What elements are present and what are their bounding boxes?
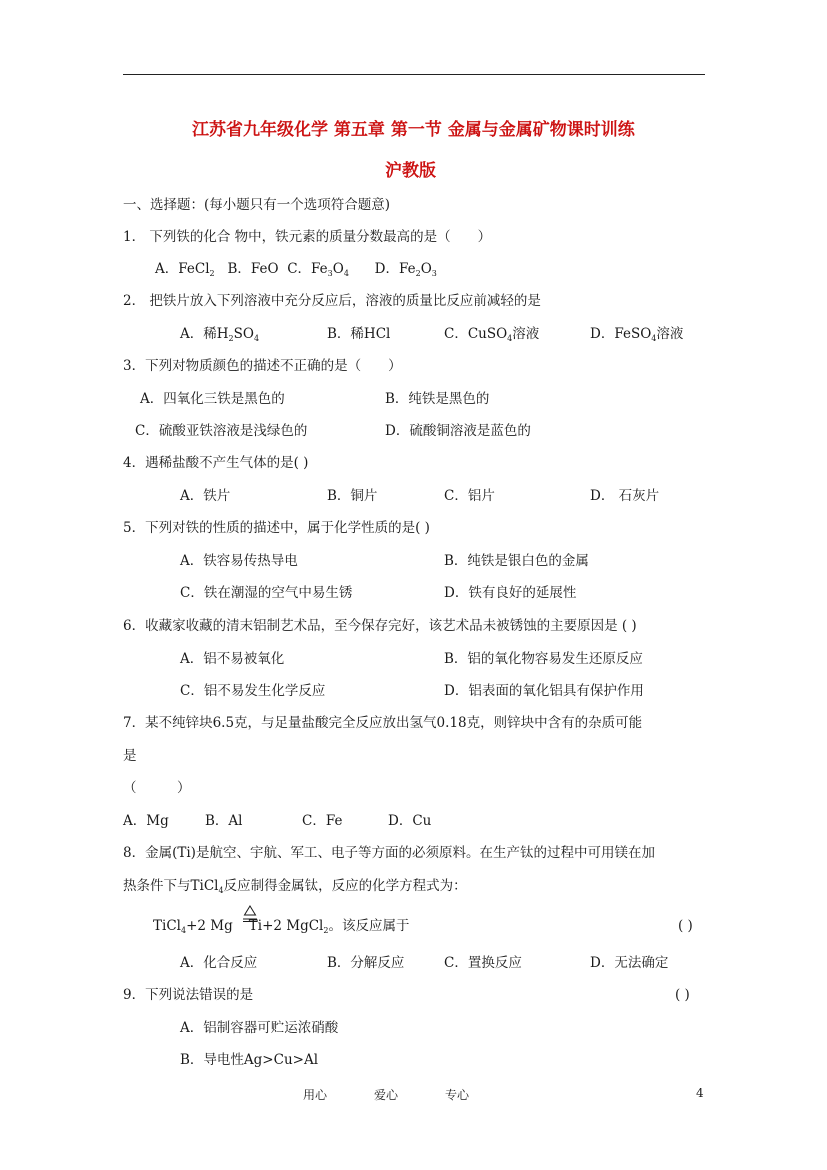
- q5-option-d: D．铁有良好的延展性: [444, 585, 577, 601]
- q9-option-a: A．铝制容器可贮运浓硝酸: [180, 1020, 339, 1036]
- q2-option-c: C．CuSO$_4$溶液: [444, 326, 540, 343]
- q6-option-b: B．铝的氧化物容易发生还原反应: [444, 651, 643, 667]
- q5-stem: 5．下列对铁的性质的描述中，属于化学性质的是( ): [123, 520, 430, 536]
- q1-option-c: C．$Fe_3O_4$: [287, 261, 349, 278]
- q8-stem-line2: 热条件下与TiCl$_4$反应制得金属钛，反应的化学方程式为：: [123, 878, 467, 895]
- q6-stem: 6．收藏家收藏的清末铝制艺术品，至今保存完好，该艺术品未被锈蚀的主要原因是 ( ): [123, 618, 637, 634]
- q3-option-b: B．纯铁是黑色的: [385, 391, 490, 407]
- q4-option-c: C．铝片: [444, 488, 495, 504]
- q5-option-a: A．铁容易传热导电: [180, 553, 298, 569]
- section-heading: 一、选择题：(每小题只有一个选项符合题意): [123, 197, 391, 213]
- q7-option-a: A．Mg: [123, 813, 169, 829]
- q7-option-c: C．Fe: [302, 813, 343, 829]
- q4-option-a: A．铁片: [180, 488, 231, 504]
- q3-option-d: D．硫酸铜溶液是蓝色的: [385, 423, 531, 439]
- q1-stem: 1． 下列铁的化合 物中，铁元素的质量分数最高的是（ ）: [123, 229, 492, 245]
- q4-stem: 4．遇稀盐酸不产生气体的是( ): [123, 455, 309, 471]
- q9-option-b: B．导电性Ag>Cu>Al: [180, 1052, 319, 1068]
- q8-option-c: C．置换反应: [444, 955, 522, 971]
- footer-word-2: 爱心: [374, 1088, 399, 1102]
- page-number: 4: [696, 1086, 704, 1100]
- q9-answer-paren: ( ): [675, 987, 690, 1003]
- document-title: 江苏省九年级化学 第五章 第一节 金属与金属矿物课时训练: [192, 120, 635, 140]
- q1-option-a: A．FeCl$_2$: [155, 261, 215, 278]
- q1-options: [155, 260, 437, 283]
- q8-option-a: A．化合反应: [180, 955, 258, 971]
- header-rule: [123, 74, 705, 75]
- q8-equation: TiCl$_4$+2 Mg Ti+2 MgCl$_2$。该反应属于: [153, 918, 410, 935]
- footer-word-3: 专心: [445, 1088, 470, 1102]
- q7-stem-line1: 7．某不纯锌块6.5克，与足量盐酸完全反应放出氢气0.18克，则锌块中含有的杂质可能: [123, 715, 643, 731]
- q8-option-d: D．无法确定: [590, 955, 669, 971]
- q3-stem: 3．下列对物质颜色的描述不正确的是（ ）: [123, 358, 402, 374]
- q8-option-b: B．分解反应: [327, 955, 405, 971]
- document-subtitle: 沪教版: [385, 161, 436, 181]
- q2-option-a: A．稀$H_2SO_4$: [180, 326, 260, 343]
- q2-option-d: D．FeSO$_4$溶液: [590, 326, 684, 343]
- q1-option-d: D．$Fe_2O_3$: [374, 261, 437, 278]
- q6-option-a: A．铝不易被氧化: [180, 651, 285, 667]
- q7-stem-line2: 是: [123, 748, 137, 764]
- q2-option-b: B．稀HCl: [327, 326, 391, 342]
- q5-option-c: C．铁在潮湿的空气中易生锈: [180, 585, 353, 601]
- q5-option-b: B．纯铁是银白色的金属: [444, 553, 589, 569]
- q7-option-d: D．Cu: [388, 813, 432, 829]
- q4-option-b: B．铜片: [327, 488, 378, 504]
- q1-option-b: B．FeO: [227, 261, 279, 277]
- q7-option-b: B．Al: [205, 813, 243, 829]
- q6-option-c: C．铝不易发生化学反应: [180, 683, 326, 699]
- q8-stem-line1: 8．金属(Ti)是航空、宇航、军工、电子等方面的必须原料。在生产钛的过程中可用镁在加: [123, 845, 655, 861]
- q4-option-d: D． 石灰片: [590, 488, 660, 504]
- q2-stem: 2． 把铁片放入下列溶液中充分反应后，溶液的质量比反应前减轻的是: [123, 293, 541, 309]
- q3-option-c: C．硫酸亚铁溶液是浅绿色的: [135, 423, 308, 439]
- q8-answer-paren: ( ): [678, 918, 693, 934]
- q3-option-a: A．四氧化三铁是黑色的: [140, 391, 285, 407]
- q6-option-d: D．铝表面的氧化铝具有保护作用: [444, 683, 644, 699]
- footer-word-1: 用心: [303, 1088, 328, 1102]
- q9-stem: 9．下列说法错误的是: [123, 987, 254, 1003]
- q7-answer-paren: （ ）: [123, 780, 191, 796]
